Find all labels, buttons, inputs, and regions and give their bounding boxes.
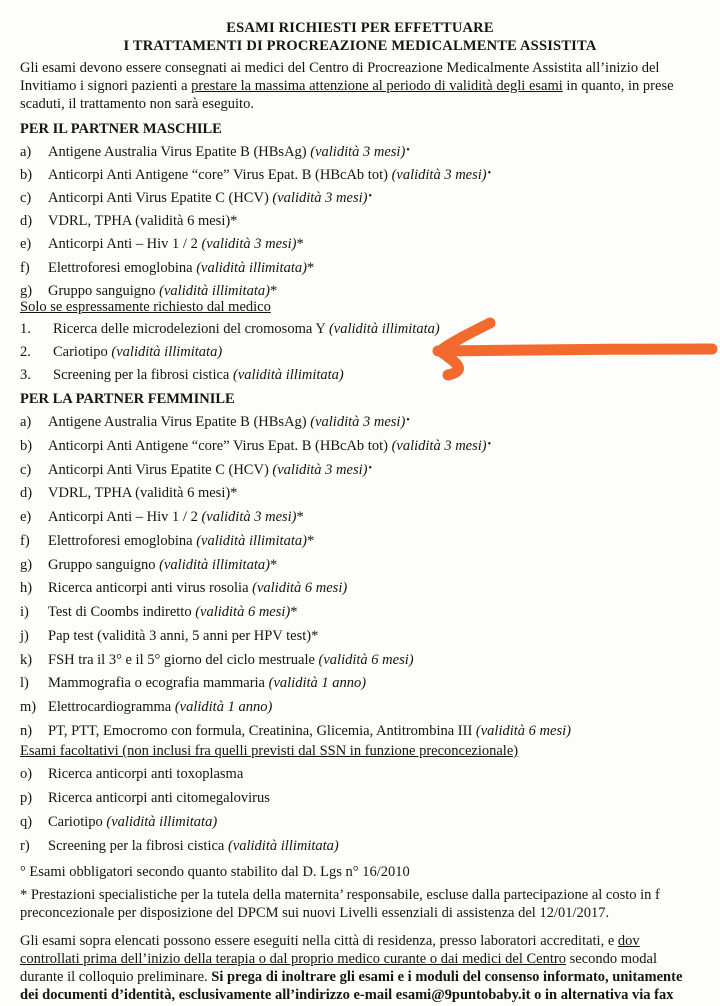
item-footnote-mark: • — [487, 438, 492, 450]
item-text: Anticorpi Anti Antigene “core” Virus Epat. B (HBcAb tot) — [48, 437, 392, 454]
item-validity: (validità 1 anno) — [174, 699, 273, 715]
mandatory-exams-note: ° Esami obbligatori secondo quanto stabilito dal D. Lgs n° 16/2010 — [20, 864, 410, 880]
item-label: d) — [20, 213, 33, 230]
item-validity: (validità illimitata) — [328, 321, 440, 337]
item-text: Cariotipo — [53, 344, 112, 360]
item-validity: (validità 3 mesi) — [201, 236, 297, 253]
item-text: Ricerca anticorpi anti toxoplasma — [48, 766, 244, 782]
item-label: g) — [20, 556, 33, 573]
intro-line-1: Gli esami devono essere consegnati ai medici del Centro di Procreazione Medicalmente Assistita all’inizio del — [20, 60, 660, 76]
item-label: 1. — [20, 321, 31, 337]
item-text: Cariotipo — [48, 814, 107, 830]
item-footnote-mark: • — [487, 168, 492, 180]
item-validity: (validità 3 mesi) — [201, 509, 297, 525]
item-label: g) — [20, 282, 33, 299]
item-text: Elettroforesi emoglobina — [48, 259, 197, 276]
item-footnote-mark: * — [306, 532, 315, 549]
item-validity: (validità 1 anno) — [268, 675, 367, 692]
item-label: f) — [20, 532, 30, 549]
item-validity: (validità illimitata) — [227, 838, 339, 854]
item-footnote-mark: * — [306, 259, 315, 276]
item-text: Anticorpi Anti Virus Epatite C (HCV) — [48, 190, 273, 207]
item-footnote-mark: • — [406, 145, 410, 156]
item-label: b) — [20, 167, 33, 184]
item-text: Ricerca anticorpi anti virus rosolia — [48, 580, 253, 597]
item-label: q) — [20, 814, 33, 830]
intro-line-2-text: Invitiamo i signori pazienti a — [20, 78, 192, 94]
item-label: f) — [20, 259, 30, 276]
specialist-note-line-2: preconcezionale per disposizione del DPCM sui nuovi Livelli essenziali di assistenza del 12/01/2017. — [20, 905, 610, 921]
item-text: VDRL, TPHA (validità 6 mesi)* — [48, 213, 238, 230]
item-label: m) — [20, 699, 37, 715]
item-text: Ricerca anticorpi anti citomegalovirus — [48, 790, 270, 806]
item-footnote-mark: * — [296, 236, 304, 253]
item-validity: (validità 3 mesi) — [272, 461, 368, 478]
item-validity: (validità 3 mesi) — [391, 437, 487, 454]
female-optional-heading: Esami facoltativi (non inclusi fra quelli previsti dal SSN in funzione preconcezionale) — [20, 743, 519, 759]
item-text: Screening per la fibrosi cistica — [53, 367, 233, 383]
item-label: o) — [20, 766, 33, 782]
item-label: b) — [20, 437, 33, 454]
item-text: Test di Coombs indiretto — [48, 604, 196, 620]
item-validity: (validità 6 mesi) — [252, 580, 348, 597]
item-label: e) — [20, 236, 32, 253]
item-text: Pap test (validità 3 anni, 5 anni per HPV test)* — [48, 627, 319, 644]
item-footnote-mark: * — [290, 604, 298, 620]
closing-line-1-underlined: dov — [617, 933, 640, 949]
item-label: a) — [20, 414, 32, 430]
item-footnote-mark: • — [406, 415, 410, 426]
item-label: h) — [20, 580, 33, 597]
item-text: Anticorpi Anti – Hiv 1 / 2 — [48, 509, 202, 525]
item-text: Anticorpi Anti Virus Epatite C (HCV) — [48, 461, 273, 478]
item-footnote-mark: • — [368, 191, 372, 203]
item-validity: (validità 3 mesi) — [272, 190, 368, 207]
item-text: VDRL, TPHA (validità 6 mesi)* — [48, 485, 238, 502]
item-validity: (validità illimitata) — [196, 532, 307, 549]
male-partner-heading: PER IL PARTNER MASCHILE — [20, 121, 222, 137]
document-title-line-2: I TRATTAMENTI DI PROCREAZIONE MEDICALMENTE ASSISTITA — [123, 38, 597, 54]
item-footnote-mark: * — [296, 509, 304, 525]
item-text: Screening per la fibrosi cistica — [48, 838, 228, 854]
item-footnote-mark: * — [269, 556, 278, 573]
item-text: Elettrocardiogramma — [48, 699, 175, 715]
item-validity: (validità illimitata) — [232, 367, 344, 383]
item-text: Gruppo sanguigno — [48, 556, 160, 573]
item-text: Elettroforesi emoglobina — [48, 532, 197, 549]
closing-line-3-text: durante il colloquio preliminare. — [20, 969, 212, 985]
item-footnote-mark: * — [269, 282, 278, 299]
arrow-shaft — [438, 349, 712, 351]
item-text: Anticorpi Anti – Hiv 1 / 2 — [48, 236, 202, 253]
item-validity: (validità 3 mesi) — [310, 144, 406, 160]
item-validity: (validità illimitata) — [106, 814, 218, 830]
item-label: i) — [20, 604, 29, 620]
item-footnote-mark: • — [368, 462, 372, 474]
specialist-note-line-1: * Prestazioni specialistiche per la tutela della maternita’ responsabile, escluse dalla partecipazione al costo in f — [20, 887, 660, 903]
item-label: l) — [20, 675, 29, 692]
closing-line-3-bold: Si prega di inoltrare gli esami e i moduli del consenso informato, unitamente — [211, 969, 683, 985]
male-optional-heading: Solo se espressamente richiesto dal medico — [20, 299, 271, 315]
item-label: r) — [20, 838, 30, 854]
closing-line-1-text: Gli esami sopra elencati possono essere eseguiti nella città di residenza, presso laboratori accreditati, e — [20, 933, 618, 949]
closing-line-4: dei documenti d’identità, esclusivamente all’indirizzo e-mail esami@9puntobaby.it o in alternativa via fax — [20, 987, 674, 1003]
female-partner-heading: PER LA PARTNER FEMMINILE — [20, 391, 235, 407]
item-text: FSH tra il 3° e il 5° giorno del ciclo mestruale — [48, 651, 319, 668]
item-label: e) — [20, 509, 32, 525]
item-text: PT, PTT, Emocromo con formula, Creatinina, Glicemia, Antitrombina III — [48, 722, 476, 739]
item-label: k) — [20, 651, 33, 668]
item-validity: (validità illimitata) — [196, 259, 307, 276]
closing-line-2-end: secondo modal — [565, 951, 657, 967]
item-validity: (validità 6 mesi) — [318, 651, 414, 668]
item-validity: (validità 3 mesi) — [310, 414, 406, 430]
intro-line-3: scaduti, il trattamento non sarà eseguito. — [20, 96, 254, 112]
item-label: d) — [20, 485, 33, 502]
item-validity: (validità 3 mesi) — [391, 167, 487, 184]
intro-underlined-warning: prestare la massima attenzione al periodo di validità degli esami — [191, 78, 563, 94]
document-title-line-1: ESAMI RICHIESTI PER EFFETTUARE — [226, 20, 494, 36]
item-text: Anticorpi Anti Antigene “core” Virus Epat. B (HBcAb tot) — [48, 167, 392, 184]
item-validity: (validità illimitata) — [111, 344, 223, 360]
item-text: Mammografia o ecografia mammaria — [48, 675, 269, 692]
item-validity: (validità illimitata) — [159, 282, 270, 299]
item-validity: (validità 6 mesi) — [195, 604, 291, 620]
item-label: j) — [20, 627, 29, 644]
item-validity: (validità illimitata) — [159, 556, 270, 573]
item-label: p) — [20, 790, 33, 806]
intro-line-2-end: in quanto, in prese — [562, 78, 674, 94]
item-label: 2. — [20, 344, 31, 360]
item-label: 3. — [20, 367, 31, 383]
item-label: c) — [20, 190, 32, 207]
closing-line-2-underlined: controllati prima dell’inizio della terapia o dal proprio medico curante o dai medici del Centro — [20, 951, 566, 967]
item-text: Gruppo sanguigno — [48, 282, 160, 299]
item-label: n) — [20, 722, 33, 739]
item-label: a) — [20, 144, 32, 160]
item-text: Antigene Australia Virus Epatite B (HBsAg) — [48, 144, 311, 160]
item-validity: (validità 6 mesi) — [475, 722, 571, 739]
item-label: c) — [20, 461, 32, 478]
item-text: Antigene Australia Virus Epatite B (HBsAg) — [48, 414, 311, 430]
item-text: Ricerca delle microdelezioni del cromosoma Y — [53, 321, 329, 337]
